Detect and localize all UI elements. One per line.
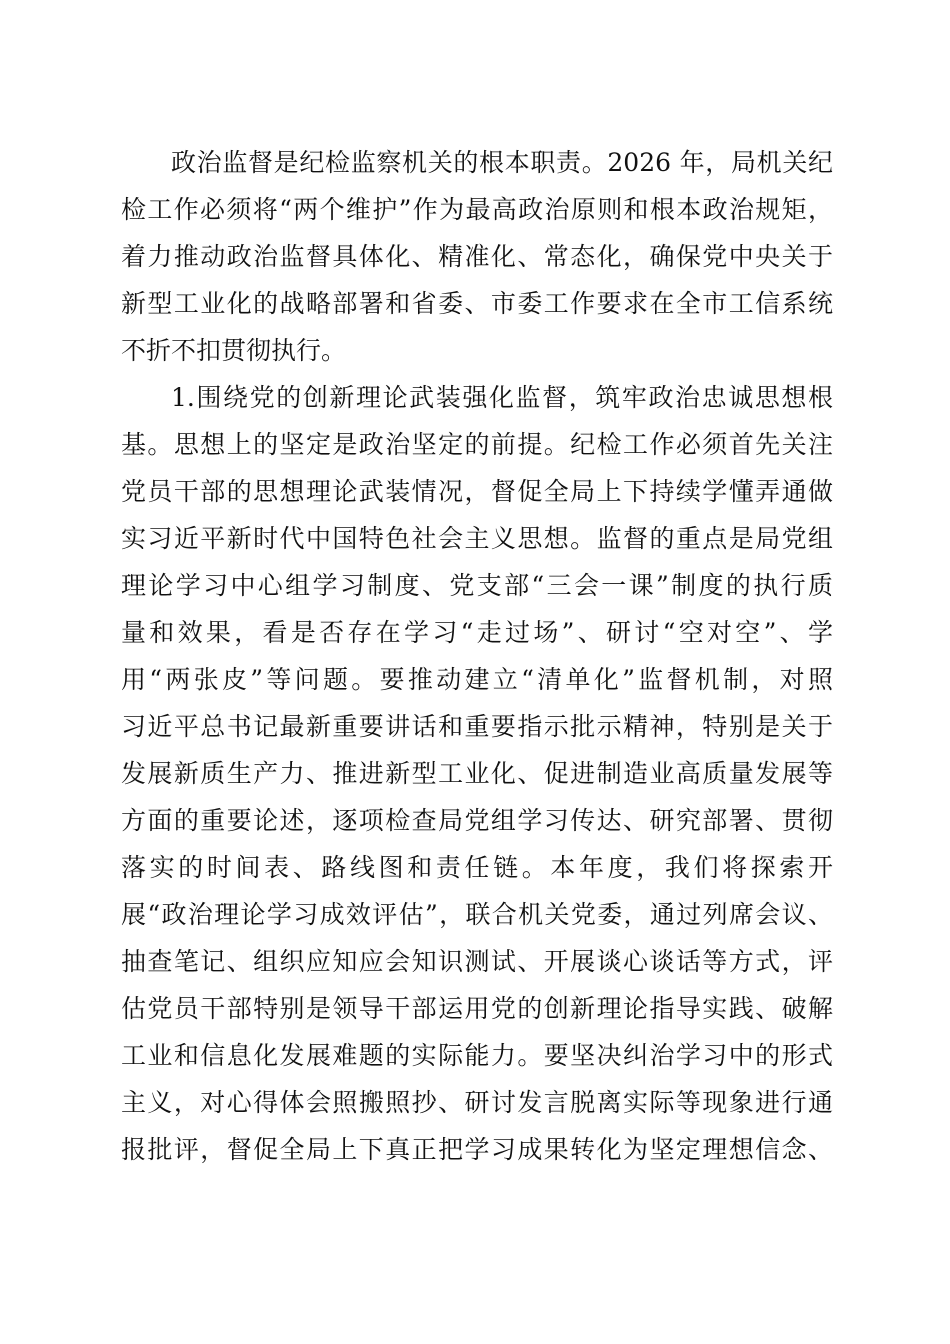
paragraph-political-supervision <box>121 139 833 374</box>
paragraph-line: 方面的重要论述，逐项检查局党组学习传达、研究部署、贯彻 <box>121 806 833 835</box>
paragraph-line: 新型工业化的战略部署和省委、市委工作要求在全市工信系统 <box>121 289 833 318</box>
paragraph-line: 1.围绕党的创新理论武装强化监督，筑牢政治忠诚思想根 <box>171 383 833 412</box>
paragraph-line: 政治监督是纪检监察机关的根本职责。2026 年，局机关纪 <box>171 148 833 177</box>
paragraph-line: 报批评，督促全局上下真正把学习成果转化为坚定理想信念、 <box>121 1135 833 1164</box>
paragraph-item-1 <box>121 374 833 1173</box>
document-body <box>121 139 833 1173</box>
paragraph-line: 抽查笔记、组织应知应会知识测试、开展谈心谈话等方式，评 <box>121 947 833 976</box>
paragraph-line: 量和效果，看是否存在学习“走过场”、研讨“空对空”、学 <box>121 618 833 647</box>
paragraph-line: 工业和信息化发展难题的实际能力。要坚决纠治学习中的形式 <box>121 1041 833 1070</box>
paragraph-line: 理论学习中心组学习制度、党支部“三会一课”制度的执行质 <box>121 571 833 600</box>
paragraph-line: 展“政治理论学习成效评估”，联合机关党委，通过列席会议、 <box>121 900 833 929</box>
paragraph-line: 基。思想上的坚定是政治坚定的前提。纪检工作必须首先关注 <box>121 430 833 459</box>
paragraph-line: 习近平总书记最新重要讲话和重要指示批示精神，特别是关于 <box>121 712 833 741</box>
paragraph-line: 实习近平新时代中国特色社会主义思想。监督的重点是局党组 <box>121 524 833 553</box>
paragraph-line: 主义，对心得体会照搬照抄、研讨发言脱离实际等现象进行通 <box>121 1088 833 1117</box>
paragraph-line: 用“两张皮”等问题。要推动建立“清单化”监督机制，对照 <box>121 665 833 694</box>
paragraph-line: 不折不扣贯彻执行。 <box>121 336 347 365</box>
paragraph-line: 检工作必须将“两个维护”作为最高政治原则和根本政治规矩， <box>121 195 833 224</box>
paragraph-line: 着力推动政治监督具体化、精准化、常态化，确保党中央关于 <box>121 242 833 271</box>
paragraph-line: 发展新质生产力、推进新型工业化、促进制造业高质量发展等 <box>121 759 833 788</box>
paragraph-line: 估党员干部特别是领导干部运用党的创新理论指导实践、破解 <box>121 994 833 1023</box>
paragraph-line: 党员干部的思想理论武装情况，督促全局上下持续学懂弄通做 <box>121 477 833 506</box>
paragraph-line: 落实的时间表、路线图和责任链。本年度，我们将探索开 <box>121 853 833 882</box>
